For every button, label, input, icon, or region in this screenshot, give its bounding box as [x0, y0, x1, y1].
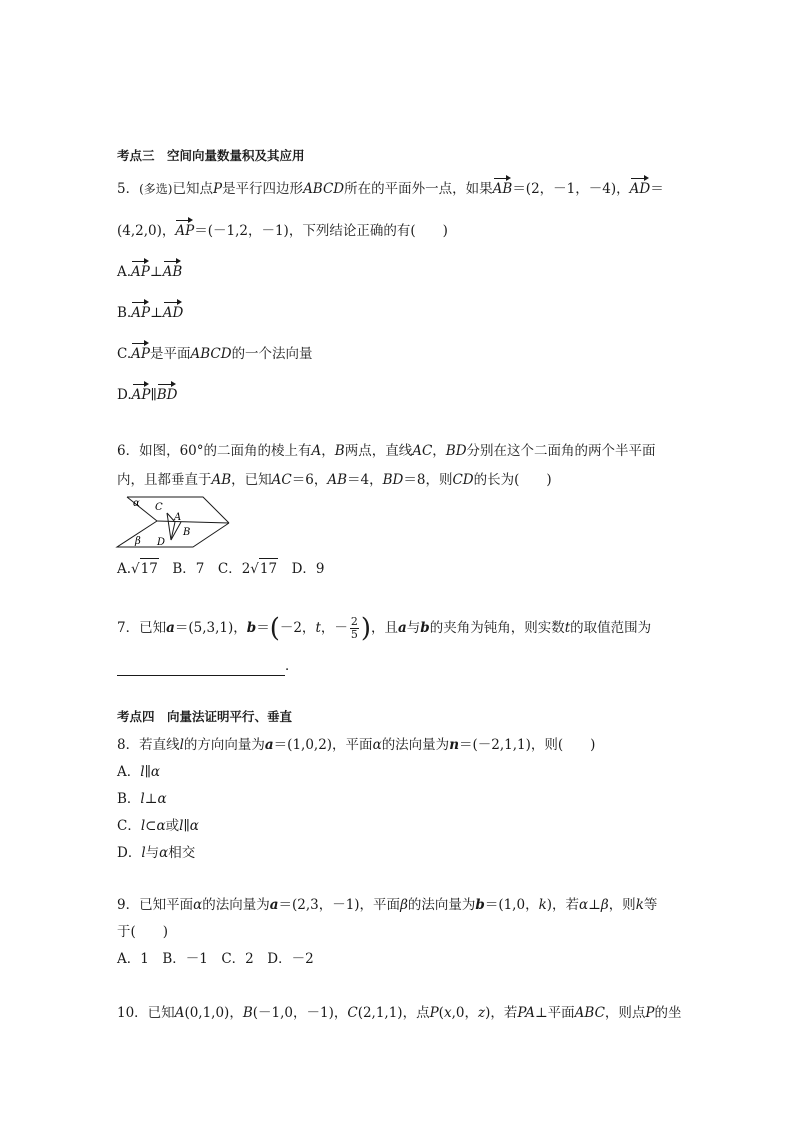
- label-b: B: [183, 527, 191, 538]
- label-beta: β: [135, 536, 141, 547]
- question-6-line-2: 内，且都垂直于AB，已知AC＝6，AB＝4，BD＝8，则CD的长为( ): [117, 472, 552, 488]
- plane-alpha-left-edge: [127, 497, 157, 521]
- question-9-line-2: 于( ): [117, 924, 169, 940]
- question-8-line-1: 8．若直线l的方向向量为a＝(1,0,2)，平面α的法向量为n＝(－2,1,1)，则( ): [117, 737, 596, 753]
- vector-ab: AB: [493, 177, 513, 199]
- question-6-line-1: 6．如图，60°的二面角的棱上有A，B两点，直线AC，BD分别在这个二面角的两个半平面: [117, 443, 656, 459]
- vector-ap: AP: [175, 219, 194, 241]
- question-5-option-a: A.AP⊥AB: [117, 260, 182, 282]
- answer-blank[interactable]: [117, 661, 285, 676]
- question-5-line-2: (4,2,0)，AP＝(－1,2，－1)，下列结论正确的有( ): [117, 219, 448, 241]
- question-8-option-c: C．l⊂α或l∥α: [117, 818, 199, 834]
- vector-bd: BD: [157, 383, 178, 405]
- question-6-options: A.√17 B．7 C．2√17 D．9: [117, 558, 325, 579]
- question-5-line-1: 5．(多选)已知点P是平行四边形ABCD所在的平面外一点，如果AB＝(2，－1，－4)，AD＝: [117, 177, 664, 199]
- question-7-line-2: ．: [117, 656, 299, 676]
- question-8-option-a: A．l∥α: [117, 764, 160, 780]
- question-8-option-d: D．l与α相交: [117, 845, 196, 861]
- label-d: D: [157, 537, 166, 548]
- question-8-option-b: B．l⊥α: [117, 791, 167, 807]
- label-c: C: [155, 502, 163, 513]
- vector-ad: AD: [630, 177, 651, 199]
- label-alpha: α: [133, 498, 140, 509]
- question-9-options: A．1 B．－1 C．2 D．－2: [117, 951, 314, 967]
- dihedral-angle-figure: [115, 494, 233, 552]
- section-heading-4: 考点四 向量法证明平行、垂直: [117, 709, 293, 724]
- question-10-line-1: 10．已知A(0,1,0)，B(－1,0，－1)，C(2,1,1)，点P(x,0，z)，若PA⊥平面ABC，则点P的坐: [117, 1005, 682, 1021]
- sqrt-17: √17: [131, 558, 159, 579]
- fraction-two-fifths: $\frac{2}{5}$: [350, 615, 358, 641]
- question-5-option-d: D.AP∥BD: [117, 383, 177, 405]
- label-a: A: [174, 512, 182, 523]
- plane-beta-edge: [117, 521, 229, 547]
- section-heading-3: 考点三 空间向量数量积及其应用: [117, 148, 305, 163]
- question-5-option-b: B.AP⊥AD: [117, 301, 183, 323]
- question-5-option-c: C.AP是平面ABCD的一个法向量: [117, 342, 313, 364]
- question-7-line-1: 7．已知a＝(5,3,1)，b＝(－2，t，－ $\frac{2}{5}$ )，且a与b的夹角为钝角，则实数t的取值范围为: [117, 613, 652, 644]
- question-9-line-1: 9．已知平面α的法向量为a＝(2,3，－1)，平面β的法向量为b＝(1,0，k)，若α⊥β，则k等: [117, 897, 658, 913]
